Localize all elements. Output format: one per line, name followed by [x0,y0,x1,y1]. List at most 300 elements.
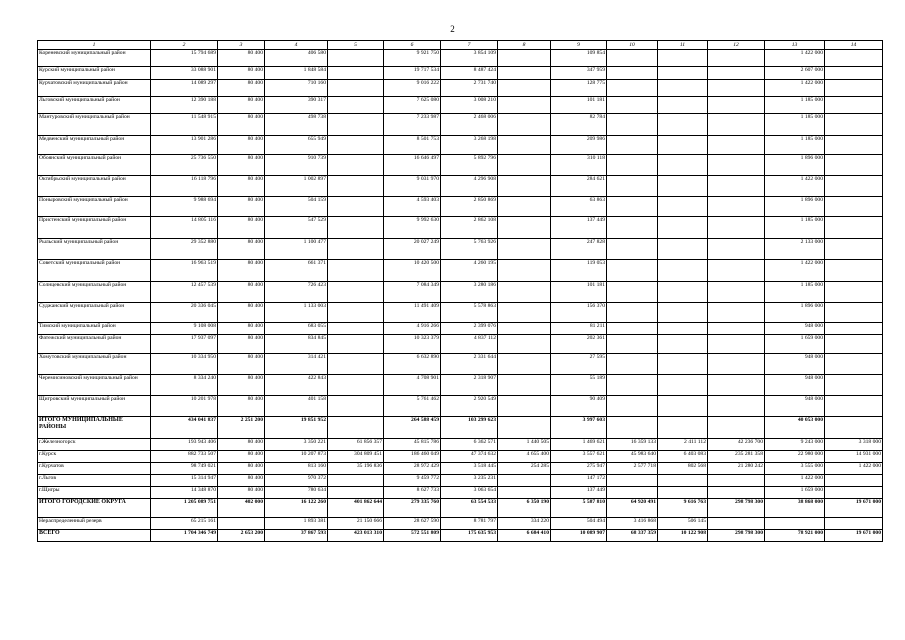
table-cell: 12 457 539 [151,282,218,303]
table-cell [607,417,658,439]
table-cell [328,487,384,499]
table-cell: 80 400 [218,50,265,67]
table-cell [708,239,765,260]
table-cell: 4 837 112 [441,335,498,354]
row-label: г.Льгов [38,475,151,487]
table-cell: 10 201 978 [151,396,218,417]
column-header: 10 [607,41,658,50]
table-cell: 970 372 [265,475,328,487]
table-cell: 1 704 346 749 [151,530,218,542]
table-cell: 10 089 907 [551,530,607,542]
table-cell: 14 805 116 [151,217,218,239]
table-cell: 9 921 750 [384,50,441,67]
table-cell [825,67,883,80]
table-cell: 12 390 188 [151,97,218,114]
table-cell: 10 420 500 [384,260,441,282]
table-cell: 9 616 763 [658,499,708,518]
table-cell [498,136,551,155]
table-cell: 948 000 [765,375,825,396]
table-cell: 9 243 000 [765,439,825,451]
table-cell: 11 491 409 [384,303,441,323]
table-cell: 101 181 [551,97,607,114]
table-cell: 80 400 [218,487,265,499]
table-cell [708,323,765,335]
table-cell [607,487,658,499]
table-cell [825,323,883,335]
table-cell: 1 469 621 [551,439,607,451]
table-cell: 45 815 786 [384,439,441,451]
row-label: Мантуровский муниципальный район [38,114,151,136]
table-cell: 80 400 [218,260,265,282]
table-cell [825,114,883,136]
table-cell [498,487,551,499]
table-cell: 38 868 000 [765,499,825,518]
row-label: Курский муниципальный район [38,67,151,80]
table-cell: 1 659 000 [765,335,825,354]
table-cell [658,303,708,323]
table-cell: 547 529 [265,217,328,239]
table-row [38,303,883,323]
table-cell: 655 949 [265,136,328,155]
table-cell [328,67,384,80]
table-cell: 948 000 [765,323,825,335]
table-cell: 16 118 796 [151,176,218,197]
table-cell: 37 867 593 [265,530,328,542]
table-cell: 3 854 109 [441,50,498,67]
table-cell: 16 359 133 [607,439,658,451]
row-label: Советский муниципальный район [38,260,151,282]
table-cell: 334 220 [498,518,551,530]
table-row [38,487,883,499]
table-cell: 13 901 286 [151,136,218,155]
table-cell: 2 399 076 [441,323,498,335]
table-cell: 7 625 080 [384,97,441,114]
budget-table [37,40,883,542]
table-cell: 434 041 837 [151,417,218,439]
table-cell [328,417,384,439]
table-row [38,451,883,463]
table-cell [708,217,765,239]
table-cell: 55 189 [551,375,607,396]
table-cell [658,282,708,303]
table-cell: 202 361 [551,335,607,354]
table-cell: 1 893 381 [265,518,328,530]
table-cell [328,155,384,176]
table-cell [708,197,765,217]
table-cell [658,114,708,136]
table-cell: 264 588 459 [384,417,441,439]
table-cell: 64 920 491 [607,499,658,518]
table-cell [708,518,765,530]
table-cell: 9 988 694 [151,197,218,217]
table-cell: 9 459 772 [384,475,441,487]
table-cell [658,475,708,487]
table-cell [498,239,551,260]
table-cell: 22 980 000 [765,451,825,463]
table-cell: 5 763 926 [441,239,498,260]
table-cell: 1 422 000 [765,176,825,197]
table-cell: 80 400 [218,282,265,303]
table-cell [658,97,708,114]
table-cell: 1 440 505 [498,439,551,451]
table-cell: 16 963 519 [151,260,218,282]
table-cell [658,323,708,335]
table-cell [498,155,551,176]
table-cell: 5 761 462 [384,396,441,417]
table-cell: 209 986 [551,136,607,155]
total-row [38,530,883,542]
row-label: Черемисиновский муниципальный район [38,375,151,396]
row-label: Рыльский муниципальный район [38,239,151,260]
table-cell [498,303,551,323]
table-cell [607,375,658,396]
table-cell: 80 400 [218,155,265,176]
table-cell [825,354,883,375]
table-cell: 16 646 497 [384,155,441,176]
table-cell: 80 400 [218,354,265,375]
table-cell [498,176,551,197]
table-cell: 27 595 [551,354,607,375]
table-cell: 1 896 000 [765,197,825,217]
table-cell: 175 635 953 [441,530,498,542]
table-cell: 6 632 890 [384,354,441,375]
table-cell: 910 739 [265,155,328,176]
table-cell: 68 337 359 [607,530,658,542]
row-label: Октябрьский муниципальный район [38,176,151,197]
table-cell: 63 863 [551,197,607,217]
table-cell [607,475,658,487]
table-row [38,323,883,335]
table-cell [825,335,883,354]
table-row [38,217,883,239]
table-cell [658,375,708,396]
row-label: г.Щигры [38,487,151,499]
column-header: 4 [265,41,328,50]
table-cell [328,97,384,114]
table-cell [658,155,708,176]
table-cell [607,354,658,375]
table-cell: 683 055 [265,323,328,335]
table-row [38,335,883,354]
table-cell: 2 731 740 [441,80,498,97]
table-cell: 137 449 [551,487,607,499]
table-cell [607,97,658,114]
table-cell: 3 280 186 [441,282,498,303]
table-cell [658,80,708,97]
row-label: г.Курск [38,451,151,463]
table-cell [825,197,883,217]
table-cell: 284 621 [551,176,607,197]
table-cell: 834 845 [265,335,328,354]
table-cell [218,518,265,530]
table-cell [658,239,708,260]
table-cell: 80 400 [218,375,265,396]
table-cell: 8 334 240 [151,375,218,396]
table-cell [708,155,765,176]
table-cell [825,155,883,176]
row-label: Обоянский муниципальный район [38,155,151,176]
table-cell [658,176,708,197]
table-cell [607,67,658,80]
table-cell [498,417,551,439]
table-cell [825,239,883,260]
table-cell [708,282,765,303]
row-label: Щигровский муниципальный район [38,396,151,417]
table-cell: 2 133 000 [765,239,825,260]
table-cell [328,335,384,354]
table-cell: 80 400 [218,451,265,463]
column-header: 11 [658,41,708,50]
table-cell: 780 634 [265,487,328,499]
table-cell: 61 856 357 [328,439,384,451]
table-cell: 80 400 [218,303,265,323]
table-cell: 14 348 870 [151,487,218,499]
row-label: ВСЕГО [38,530,151,542]
table-cell [328,80,384,97]
table-cell: 1 185 000 [765,114,825,136]
table-cell: 3 997 603 [551,417,607,439]
table-cell [658,217,708,239]
table-cell [825,417,883,439]
table-cell [825,97,883,114]
table-cell: 80 400 [218,97,265,114]
table-cell: 9 108 008 [151,323,218,335]
table-cell [708,487,765,499]
row-label: Хомутовский муниципальный район [38,354,151,375]
table-cell: 80 400 [218,197,265,217]
table-cell [708,97,765,114]
table-cell: 17 937 097 [151,335,218,354]
table-cell: 5 587 810 [551,499,607,518]
table-cell: 3 350 221 [265,439,328,451]
column-header: 5 [328,41,384,50]
table-cell [825,518,883,530]
table-cell: 8 781 797 [441,518,498,530]
table-cell [498,335,551,354]
table-cell: 90 409 [551,396,607,417]
table-cell: 82 784 [551,114,607,136]
table-cell [658,487,708,499]
table-cell [825,136,883,155]
table-cell: 20 336 045 [151,303,218,323]
row-label: ИТОГО ГОРОДСКИЕ ОКРУГА [38,499,151,518]
table-cell: 1 185 000 [765,217,825,239]
table-cell: 948 000 [765,354,825,375]
table-row [38,136,883,155]
row-label: г.Курчатов [38,463,151,475]
table-cell [708,354,765,375]
table-cell: 6 350 190 [498,499,551,518]
table-cell: 156 370 [551,303,607,323]
table-cell: 80 400 [218,67,265,80]
row-label: Кореневский муниципальный район [38,50,151,67]
table-cell: 1 100 477 [265,239,328,260]
row-label: Пристенский муниципальный район [38,217,151,239]
row-label: г.Железногорск [38,439,151,451]
table-cell: 813 160 [265,463,328,475]
table-row [38,518,883,530]
table-cell [328,323,384,335]
table-cell: 2 468 006 [441,114,498,136]
table-cell [498,354,551,375]
table-row [38,80,883,97]
column-header: 6 [384,41,441,50]
table-row [38,439,883,451]
table-cell: 28 972 429 [384,463,441,475]
table-cell: 10 207 873 [265,451,328,463]
table-cell: 2 862 108 [441,217,498,239]
table-cell [328,282,384,303]
row-label: Медвенский муниципальный район [38,136,151,155]
table-cell: 406 580 [265,50,328,67]
table-cell: 65 215 161 [151,518,218,530]
table-cell: 80 400 [218,463,265,475]
table-cell: 42 236 700 [708,439,765,451]
table-row [38,282,883,303]
table-cell: 572 551 809 [384,530,441,542]
table-cell [498,323,551,335]
table-cell: 1 422 000 [765,50,825,67]
table-cell [708,335,765,354]
table-cell [328,260,384,282]
table-cell [658,354,708,375]
row-label: Курчатовский муниципальный район [38,80,151,97]
table-cell [825,50,883,67]
table-cell: 21 280 242 [708,463,765,475]
table-cell: 9 016 222 [384,80,441,97]
table-cell [607,155,658,176]
table-cell [825,487,883,499]
table-cell: 401 158 [265,396,328,417]
table-cell: 80 400 [218,114,265,136]
table-cell: 422 843 [265,375,328,396]
table-cell: 10 323 379 [384,335,441,354]
table-cell: 16 122 260 [265,499,328,518]
table-cell: 11 548 915 [151,114,218,136]
table-cell [328,354,384,375]
table-cell [825,303,883,323]
table-cell: 33 088 901 [151,67,218,80]
table-cell [607,50,658,67]
table-cell: 21 150 666 [328,518,384,530]
table-cell: 193 943 406 [151,439,218,451]
row-label: Суджанский муниципальный район [38,303,151,323]
table-cell [498,217,551,239]
table-cell: 4 296 908 [441,176,498,197]
table-cell: 63 554 533 [441,499,498,518]
table-cell [825,217,883,239]
column-header: 14 [825,41,883,50]
table-cell: 314 421 [265,354,328,375]
table-cell: 310 118 [551,155,607,176]
table-cell: 2 607 000 [765,67,825,80]
table-row [38,396,883,417]
table-cell: 35 196 836 [328,463,384,475]
table-cell [825,396,883,417]
table-cell: 137 449 [551,217,607,239]
column-header: 12 [708,41,765,50]
table-cell: 298 798 300 [708,530,765,542]
table-cell: 80 400 [218,335,265,354]
table-row [38,239,883,260]
table-cell [498,396,551,417]
table-row [38,50,883,67]
table-cell [658,67,708,80]
table-cell: 1 205 089 751 [151,499,218,518]
table-cell: 2 577 718 [607,463,658,475]
table-cell: 28 627 590 [384,518,441,530]
table-cell: 1 133 003 [265,303,328,323]
table-cell [607,335,658,354]
table-cell: 25 736 550 [151,155,218,176]
table-cell: 2 411 112 [658,439,708,451]
table-cell [328,217,384,239]
total-row [38,499,883,518]
column-header: 7 [441,41,498,50]
total-row [38,417,883,439]
table-cell [328,375,384,396]
table-cell [498,50,551,67]
table-cell [708,303,765,323]
table-cell [658,260,708,282]
table-cell [658,136,708,155]
table-cell: 80 400 [218,217,265,239]
table-row [38,260,883,282]
table-cell [498,67,551,80]
table-cell: 4 655 400 [498,451,551,463]
row-label: Солнцевский муниципальный район [38,282,151,303]
table-cell: 3 518 445 [441,463,498,475]
table-cell: 78 921 000 [765,530,825,542]
table-cell: 80 400 [218,80,265,97]
table-row [38,67,883,80]
table-cell [658,197,708,217]
table-cell: 20 027 249 [384,239,441,260]
table-cell: 275 947 [551,463,607,475]
table-row [38,475,883,487]
table-cell [607,136,658,155]
row-label: Тимский муниципальный район [38,323,151,335]
table-cell [607,176,658,197]
table-cell: 1 422 000 [765,260,825,282]
table-cell: 8 487 424 [441,67,498,80]
table-cell: 29 352 880 [151,239,218,260]
table-row [38,97,883,114]
table-cell: 2 331 644 [441,354,498,375]
table-cell: 47 374 632 [441,451,498,463]
table-cell [607,323,658,335]
table-cell [708,67,765,80]
table-row [38,114,883,136]
table-cell: 6 362 571 [441,439,498,451]
table-cell: 19 717 534 [384,67,441,80]
table-cell [607,217,658,239]
table-cell: 19 851 952 [265,417,328,439]
table-cell [498,80,551,97]
table-cell [708,136,765,155]
table-cell [328,197,384,217]
row-label: Льговский муниципальный район [38,97,151,114]
table-cell: 1 002 897 [265,176,328,197]
table-cell [328,176,384,197]
row-label: Нераспределенный резерв [38,518,151,530]
table-cell [328,475,384,487]
table-cell [708,396,765,417]
table-cell: 6 403 083 [658,451,708,463]
table-cell: 3 318 000 [825,439,883,451]
table-cell: 9 992 630 [384,217,441,239]
table-cell: 103 299 623 [441,417,498,439]
